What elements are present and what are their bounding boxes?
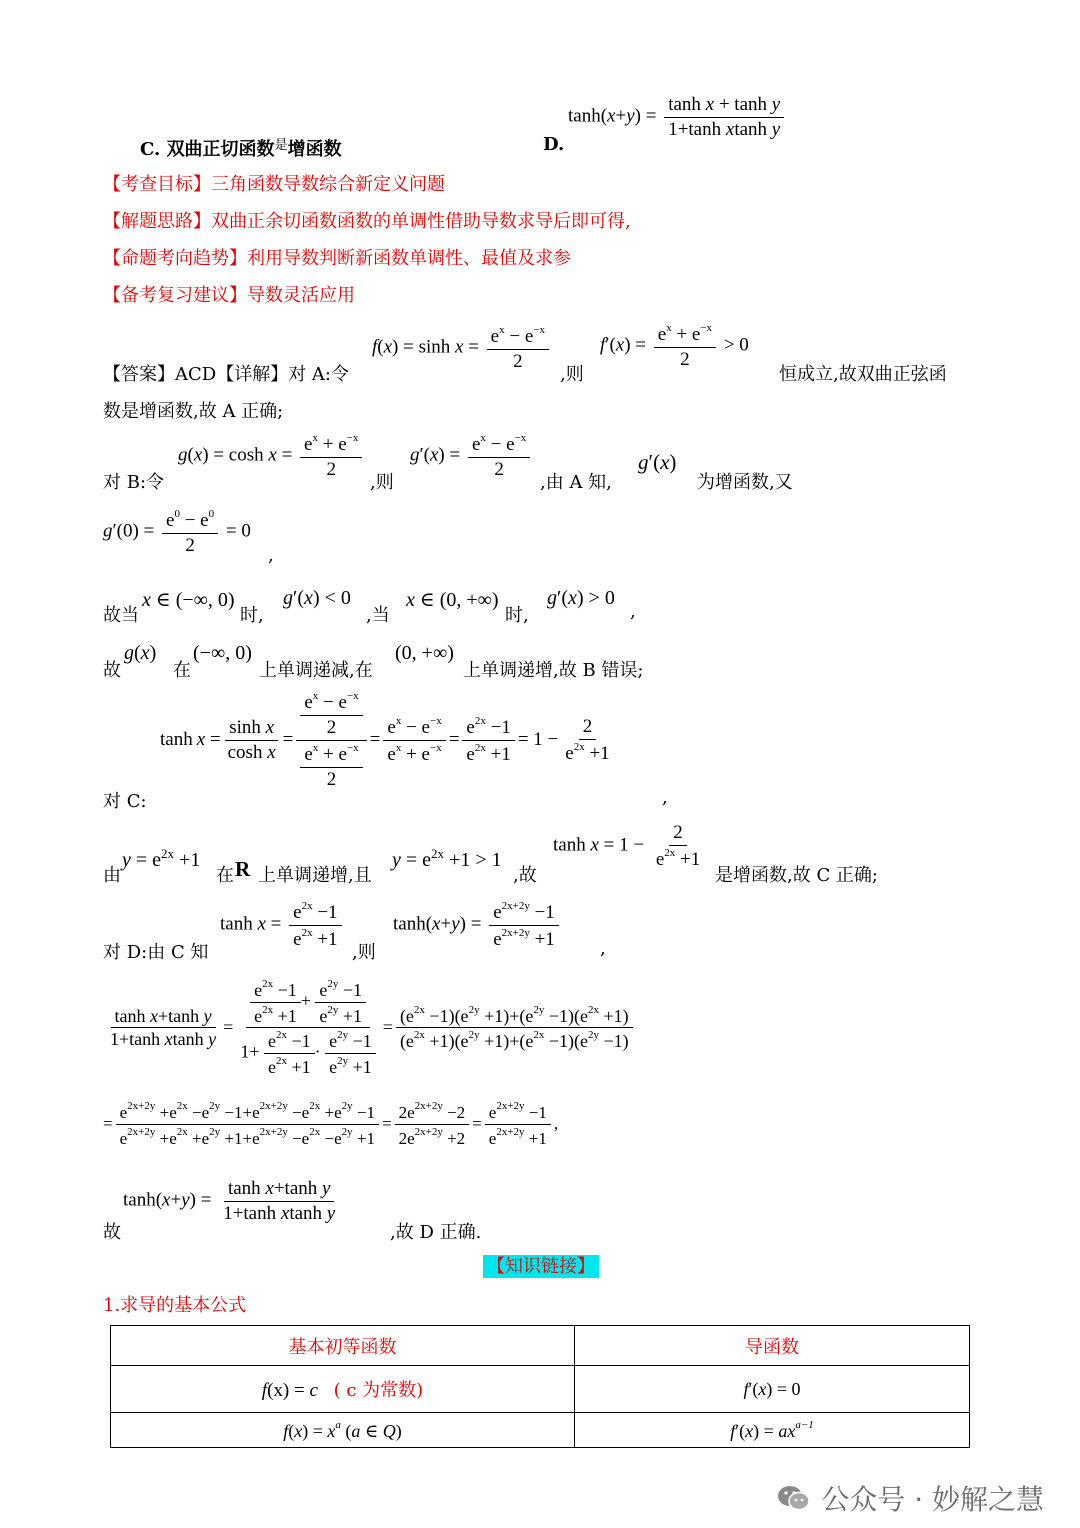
- target-label: 【考查目标】: [103, 174, 211, 195]
- partd-comma: ,: [600, 938, 606, 959]
- partd-concl: ,故 D 正确.: [390, 1222, 482, 1243]
- partc-by: 由: [103, 865, 121, 886]
- partc-on-r-word: 在: [216, 865, 234, 886]
- watermark-text: 公众号 · 妙解之慧: [821, 1483, 1044, 1516]
- partb-time2: 时,: [505, 605, 529, 626]
- formula-gprime-zero: g′(0) = $\frac{e^0 - e^0}{2}$ = 0: [103, 508, 251, 556]
- partd-prefix: 对 D:由 C 知: [103, 942, 209, 963]
- table-row: [111, 1413, 970, 1448]
- partb-then: ,则: [370, 472, 394, 493]
- partb-end2: ,: [630, 601, 636, 622]
- partc-inc-and: 上单调递增,且: [258, 865, 372, 886]
- partb-time1: 时,: [240, 605, 264, 626]
- formula-y-exp: $y = e^{2x} +1$: [122, 846, 201, 871]
- option-c-label: C.: [140, 139, 161, 160]
- section-title: 1.求导的基本公式: [103, 1295, 247, 1316]
- formula-tanh-chain: tanh x = $\frac{\text{sinh x}}{\text{cosh x}}$ = $\frac{\frac{e^x - e^{-x}}{2}}{\frac{e^x + e^{-x}}{2}}$ = $\frac{e^x - e^{-x}}{e^x + e^{-x}}$ = $\frac{e^{2x} -1}{e^{2x} +1}$ = 1 − $\frac{2}{e^{2x} +1}$: [160, 690, 610, 790]
- idea-label: 【解题思路】: [103, 211, 211, 232]
- partb-inc: 上单调递增,故 B 错误;: [463, 660, 644, 681]
- answer-line1-b: ,则: [560, 364, 584, 385]
- answer-line1-a: 【答案】ACD【详解】对 A:令: [103, 364, 349, 385]
- answer-line2: 数是增函数,故 A 正确;: [103, 401, 284, 422]
- partd-so: 故: [103, 1222, 121, 1243]
- table-row: [111, 1366, 970, 1413]
- formula-tanh-x-d: tanh x = $\frac{e^{2x} -1}{e^{2x} +1}$: [220, 900, 345, 951]
- answer-line1-c: 恒成立,故双曲正弦函: [779, 364, 947, 385]
- partb-comma: ,: [268, 545, 274, 566]
- partb-prefix: 对 B:令: [103, 472, 165, 493]
- partb-from-a: ,由 A 知,: [540, 472, 612, 493]
- table-header-deriv: 导函数: [575, 1326, 970, 1366]
- target-text: 三角函数导数综合新定义问题: [211, 174, 445, 195]
- option-c: [140, 134, 342, 161]
- partb-so: 故: [103, 660, 121, 681]
- knowledge-link-badge: [483, 1252, 599, 1278]
- partc-so: ,故: [513, 865, 537, 886]
- formula-interval-pos: x ∈ (0, +∞): [406, 589, 499, 611]
- formula-expand: = $\frac{e^{2x+2y} +e^{2x} -e^{2y} -1+e^{2x+2y} -e^{2x} +e^{2y} -1}{e^{2x+2y} +e^{2x} +e^{2y} +1+e^{2x+2y} -e^{2x} -e^{2y} +1}$ = $\frac{2e^{2x+2y} -2}{2e^{2x+2y} +2}$ = $\frac{e^{2x+2y} -1}{e^{2x+2y} +1}$ ,: [103, 1100, 559, 1148]
- partc-concl: 是增函数,故 C 正确;: [715, 865, 879, 886]
- formula-gprime: g′(x) = $\frac{e^x - e^{-x}}{2}$: [410, 432, 533, 481]
- formula-gprime-pos: g′(x) > 0: [547, 587, 615, 609]
- idea-text: 双曲正余切函数函数的单调性借助导数求导后即可得,: [211, 211, 631, 232]
- target-line: [103, 170, 445, 196]
- advice-text: 导数灵活应用: [247, 285, 355, 306]
- table-header-func: 基本初等函数: [111, 1326, 575, 1366]
- trend-label: 【命题考向趋势】: [103, 248, 247, 269]
- partb-when2: ,当: [366, 605, 390, 626]
- option-c-text-end: 增函数: [287, 139, 342, 160]
- formula-gprime-x: g′(x): [638, 450, 677, 474]
- formula-interval-neg: x ∈ (−∞, 0): [142, 589, 235, 611]
- partd-then: ,则: [352, 942, 376, 963]
- formula-gx: g(x): [124, 642, 157, 664]
- formula-g-cosh: g(x) = cosh x = $\frac{e^x + e^{-x}}{2}$: [178, 432, 365, 481]
- partb-when1: 故当: [103, 605, 139, 626]
- partb-on1: 在: [173, 660, 191, 681]
- watermark: [777, 1478, 1044, 1518]
- trend-text: 利用导数判断新函数单调性、最值及求参: [247, 248, 571, 269]
- advice-label: 【备考复习建议】: [103, 285, 247, 306]
- formula-fprime: f′(x) = $\frac{e^x + e^{-x}}{2}$ > 0: [600, 322, 749, 370]
- formula-gprime-neg: g′(x) < 0: [283, 587, 351, 609]
- formula-tanh-sum-final: tanh(x+y) = $\frac{\text{tanh x+tanh y}}{\text{1+tanh xtanh y}}$: [123, 1178, 336, 1224]
- formula-fx-c: f: [261, 1380, 268, 1401]
- table-cell-func: $f(x) = x^a$ (a ∈ Q): [111, 1413, 575, 1448]
- option-c-small: 是: [274, 138, 288, 153]
- trend-line: [103, 244, 571, 270]
- partc-r-symbol: R: [235, 857, 251, 881]
- option-d-label: D.: [543, 134, 565, 155]
- formula-tanh-xy: tanh(x+y) = $\frac{e^{2x+2y} -1}{e^{2x+2y} +1}$: [393, 900, 562, 951]
- partc-prefix: 对 C:: [103, 791, 147, 812]
- formula-interval-dec: (−∞, 0): [193, 642, 252, 664]
- advice-line: [103, 281, 355, 307]
- wechat-icon: [777, 1484, 811, 1512]
- table-cell-deriv: $f'(x) = ax^{a-1}$: [575, 1413, 970, 1448]
- table-cell-deriv: f′(x) = 0: [575, 1366, 970, 1413]
- formula-tanh-c: tanh x = 1 − $\frac{2}{e^{2x} +1}$: [553, 822, 701, 870]
- knowledge-link-label: 【知识链接】: [483, 1255, 599, 1278]
- derivative-table: [110, 1325, 970, 1448]
- formula-f-sinh: f(x) = sinh x = $\frac{e^x - e^{-x}}{2}$: [372, 324, 552, 373]
- partc-comma: ,: [662, 787, 668, 808]
- formula-big-ratio: $\frac{\text{tanh x+tanh y}}{\text{1+tanh xtanh y}}$ = $\frac{e^{2x} -1}{e^{2x} +1}$ + $\frac{e^{2y} -1}{e^{2y} +1}$ 1+ $\frac{e^{2x} -1}{e^{2x} +1}$ · $\frac{e^{2y} -1}{e^{2y} +1}$ = $\frac{(e^{2x} -1)(e^{2y} +1)+(e^{2y} -1)(e^{2x} +1)}{(e^{2x} +1)(e^{2y} +1)+(e^{2x} -1)(e^{2y} -1)}$: [103, 978, 636, 1078]
- partb-suffix: 为增函数,又: [697, 472, 793, 493]
- row1-note: ( c 为常数): [333, 1380, 424, 1401]
- option-d-formula: tanh(x+y) = $\frac{\text{tanh x + tanh y}}{\text{1+tanh xtanh y}}$: [568, 94, 787, 141]
- formula-y-gt1: $y = e^{2x} +1 > 1$: [392, 846, 502, 871]
- table-header-row: [111, 1326, 970, 1366]
- option-c-text: 双曲正切函数: [166, 139, 275, 160]
- formula-interval-inc: (0, +∞): [395, 642, 454, 664]
- partb-dec: 上单调递减,在: [259, 660, 373, 681]
- table-cell-func: f(x) = c ( c 为常数): [111, 1366, 575, 1413]
- idea-line: [103, 207, 631, 233]
